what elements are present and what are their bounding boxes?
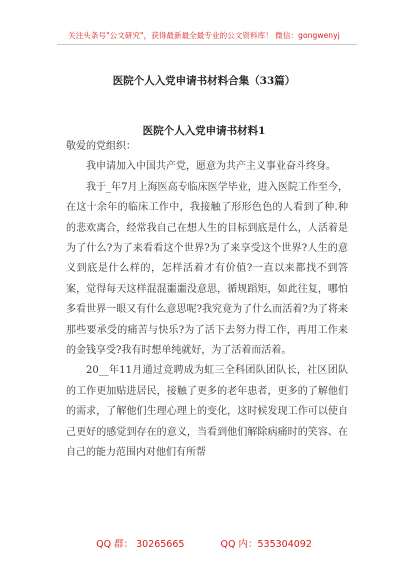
paragraph-3: 20__年11月通过竞聘成为虹三全科团队团队长，社区团队的工作更加贴进居民，接触了更多的老年患者，更多的了解他们的需求，了解他们生理心理上的变化，这时候发现工作可以使自己更好的感觉到存在的意义，当看到他们解除病痛时的笑容、在自己的能力范围内对他们有所帮 <box>66 365 348 459</box>
header-divider <box>57 44 357 45</box>
paragraph-2: 我于_年7月上海医高专临床医学毕业，进入医院工作至今，在这十余年的临床工作中，我接触了形形色色的人看到了种.种的悲欢离合，经常我自己在想人生的目标到底是什么，人活着是为了什么?为了来看看这个世界?为了来享受这个世界?人生的意义到底是什么样的，怎样活着才有价值?一直以来都找不到答案，觉得每天这样混混噩噩没意思，循规蹈矩，如此往复，哪怕多看世界一眼又有什么意思呢?我究竟为了什么而活着?为了将来那些要承受的痛苦与快乐?为了活下去努力得工作，再用工作来的金钱享受?我有时想单纯就好，为了活着而活着。 <box>66 181 348 357</box>
salutation: 敬爱的党组织： <box>66 141 136 152</box>
paragraph-1: 我申请加入中国共产党，愿意为共产主义事业奋斗终身。 <box>86 161 336 173</box>
section-title: 医院个人入党申请书材料1 <box>142 125 266 137</box>
header-note: 关注头条号"公文研究"，获得最新最全最专业的公文资料库！ 微信：gongwenyj <box>68 31 340 40</box>
document-body <box>66 137 348 464</box>
footer-qq-group: QQ 群： 30265665 <box>96 539 185 550</box>
footer-contact <box>0 536 408 550</box>
document-title: 医院个人入党申请书材料合集（33篇） <box>112 75 296 87</box>
footer-qq-number: QQ 内：535304092 <box>220 539 312 550</box>
